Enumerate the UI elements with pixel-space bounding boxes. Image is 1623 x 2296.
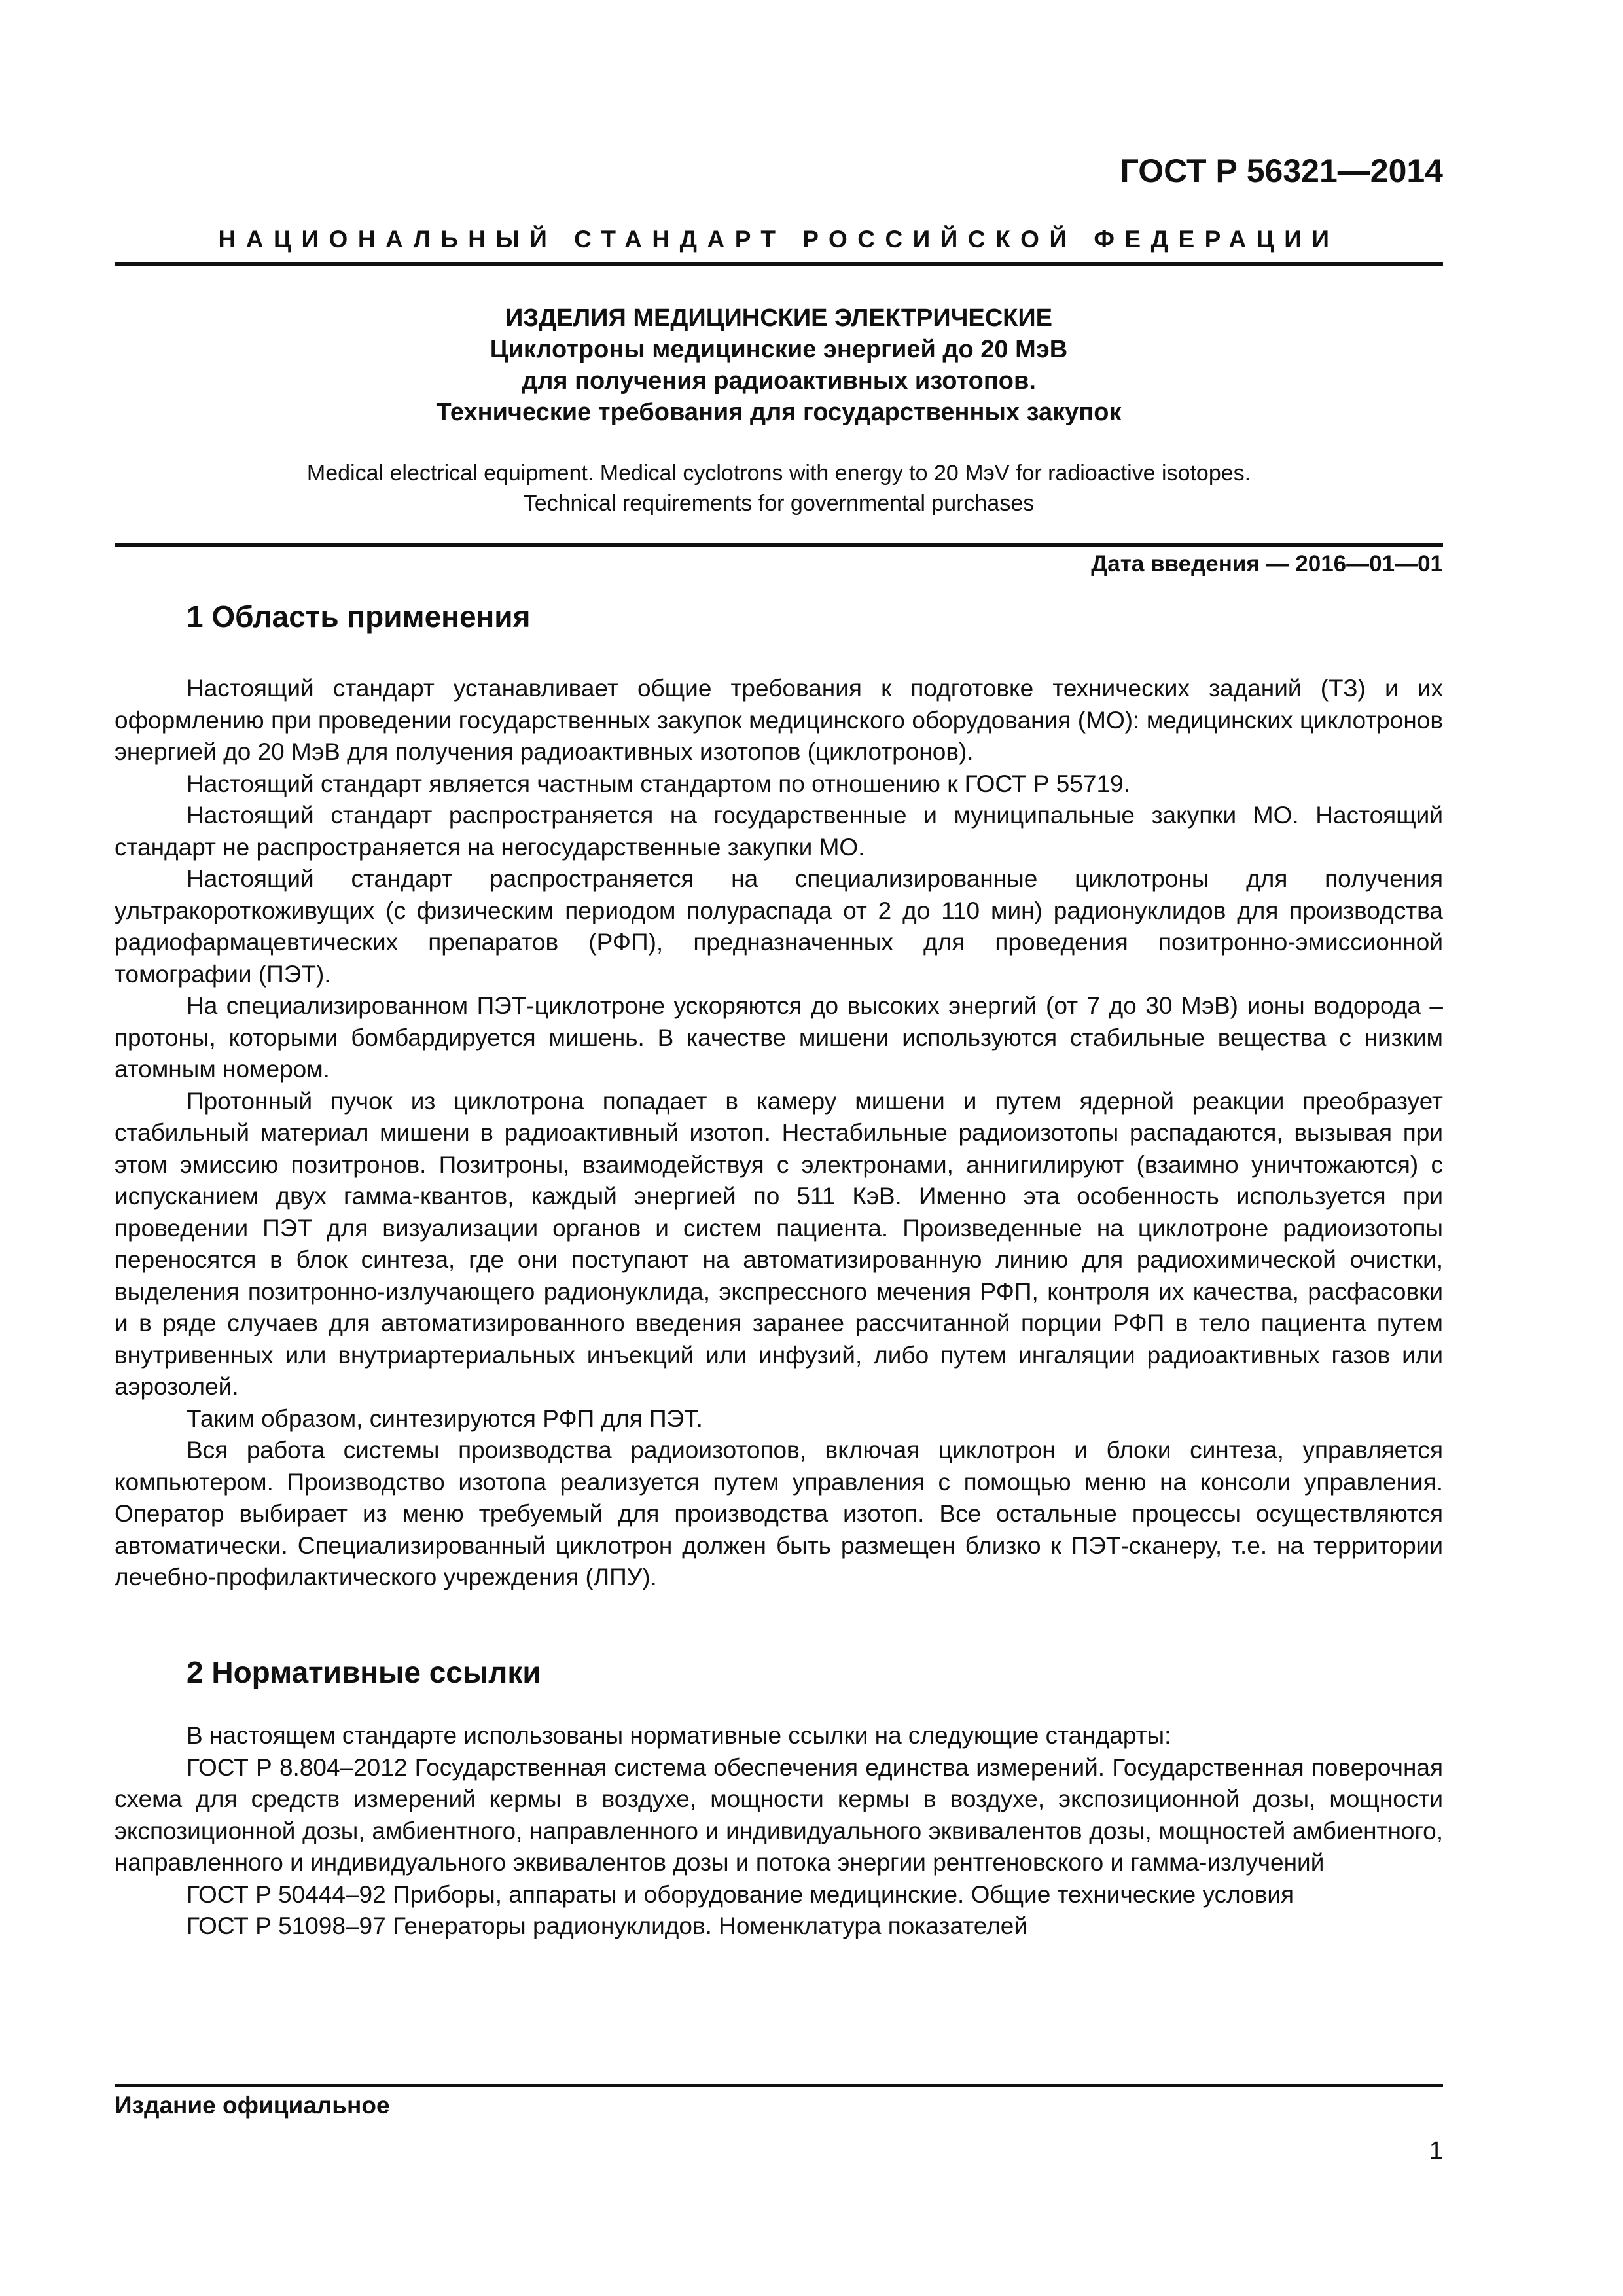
english-title-line-2: Technical requirements for governmental purchases: [523, 491, 1035, 516]
title-line-2: Циклотроны медицинские энергией до 20 МэВ: [490, 336, 1068, 363]
paragraph: В настоящем стандарте использованы нормативные ссылки на следующие стандарты:: [187, 1722, 1171, 1749]
paragraph: Протонный пучок из циклотрона попадает в камеру мишени и путем ядерной реакции преобразует стабильный материал мишени в радиоактивный изотоп. Нестабильные радиоизотопы распадаются, вызывая при этом эмиссию позитронов. Позитроны, взаимодействуя с электронами, аннигилируют (взаимно уничтожаются) с испусканием двух гамма-квантов, каждый энергией по 511 КэВ. Именно эта особенность используется при проведении ПЭТ для визуализации органов и систем пациента. Произведенные на циклотроне радиоизотопы переносятся в блок синтеза, где они поступают на автоматизированную линию для радиохимической очистки, выделения позитронно-излучающего радионуклида, экспрессного мечения РФП, контроля их качества, расфасовки и в ряде случаев для автоматизированного введения заранее рассчитанной порции РФП в тело пациента путем внутривенных или внутриартериальных инъекций или инфузий, либо путем ингаляции радиоактивных газов или аэрозолей.: [115, 1087, 1443, 1400]
title-line-4: Технические требования для государственных закупок: [436, 399, 1122, 426]
section-2-heading: 2 Нормативные ссылки: [187, 1655, 541, 1689]
document-title: [115, 302, 1443, 428]
standard-code: ГОСТ Р 56321—2014: [1120, 152, 1443, 189]
paragraph: Настоящий стандарт является частным стандартом по отношению к ГОСТ Р 55719.: [187, 770, 1130, 797]
introduction-date: Дата введения — 2016—01—01: [1091, 551, 1443, 577]
paragraph: На специализированном ПЭТ-циклотроне ускоряются до высоких энергий (от 7 до 30 МэВ) ионы водорода – протоны, которыми бомбардируется мишень. В качестве мишени используются стабильные вещества с низким атомным номером.: [115, 992, 1443, 1083]
paragraph: Таким образом, синтезируются РФП для ПЭТ.: [187, 1405, 703, 1432]
paragraph: Вся работа системы производства радиоизотопов, включая циклотрон и блоки синтеза, управляется компьютером. Производство изотопа реализуется путем управления с помощью меню на консоли управления. Оператор выбирает из меню требуемый для производства изотоп. Все остальные процессы осуществляются автоматически. Специализированный циклотрон должен быть размещен близко к ПЭТ-сканеру, т.е. на территории лечебно-профилактического учреждения (ЛПУ).: [115, 1437, 1443, 1590]
reference-item: ГОСТ Р 8.804–2012 Государственная система обеспечения единства измерений. Государственная поверочная схема для средств измерений кермы в воздухе, мощности кермы в воздухе, экспозиционной дозы, мощности экспозиционной дозы, амбиентного, направленного и индивидуального эквивалентов дозы, мощностей амбиентного, направленного и индивидуального эквивалентов дозы и потока энергии рентгеновского и гамма-излучений: [115, 1753, 1443, 1876]
page-number: 1: [1429, 2137, 1443, 2164]
english-title-line-1: Medical electrical equipment. Medical cyclotrons with energy to 20 MэV for radioactive isotopes.: [306, 461, 1251, 486]
title-line-3: для получения радиоактивных изотопов.: [522, 367, 1036, 395]
title-rule: [115, 543, 1443, 547]
section-2-body: [115, 1720, 1443, 1943]
english-title: [115, 458, 1443, 518]
national-standard-banner: НАЦИОНАЛЬНЫЙ СТАНДАРТ РОССИЙСКОЙ ФЕДЕРАЦИИ: [218, 226, 1340, 253]
section-1-heading: 1 Область применения: [187, 600, 531, 634]
footer-rule: [115, 2084, 1443, 2087]
reference-item: ГОСТ Р 50444–92 Приборы, аппараты и оборудование медицинские. Общие технические условия: [187, 1880, 1294, 1908]
reference-item: ГОСТ Р 51098–97 Генераторы радионуклидов. Номенклатура показателей: [187, 1912, 1027, 1939]
title-line-1: ИЗДЕЛИЯ МЕДИЦИНСКИЕ ЭЛЕКТРИЧЕСКИЕ: [505, 304, 1053, 332]
paragraph: Настоящий стандарт распространяется на специализированные циклотроны для получения ультракороткоживущих (с физическим периодом полураспада от 2 до 110 мин) радионуклидов для производства радиофармацевтических препаратов (РФП), предназначенных для проведения позитронно-эмиссионной томографии (ПЭТ).: [115, 865, 1443, 988]
official-edition-label: Издание официальное: [115, 2092, 390, 2119]
section-1-body: [115, 673, 1443, 1594]
paragraph: Настоящий стандарт устанавливает общие требования к подготовке технических заданий (ТЗ) и их оформлению при проведении государственных закупок медицинского оборудования (МО): медицинских циклотронов энергией до 20 МэВ для получения радиоактивных изотопов (циклотронов).: [115, 675, 1443, 765]
header-rule: [115, 262, 1443, 266]
paragraph: Настоящий стандарт распространяется на государственные и муниципальные закупки МО. Настоящий стандарт не распространяется на негосударственные закупки МО.: [115, 802, 1443, 861]
